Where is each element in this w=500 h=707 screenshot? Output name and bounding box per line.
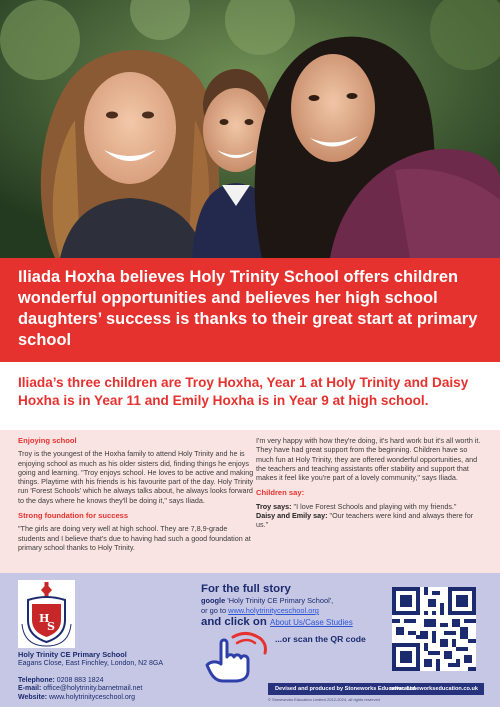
- credit-url[interactable]: www.stoneworkseducation.co.uk: [389, 686, 478, 692]
- goto-text: or go to: [201, 606, 229, 615]
- website-label: Website:: [18, 694, 48, 702]
- school-address: Eagans Close, East Finchley, London, N2 8GA: [18, 659, 164, 667]
- website-link[interactable]: www.holytrinityceschool.org: [47, 694, 135, 702]
- quote-girls-text: "Our teachers were kind and always there for us.": [256, 511, 474, 530]
- telephone-value: 0208 883 1824: [54, 676, 104, 684]
- school-name: Holy Trinity CE Primary School: [18, 650, 127, 659]
- email-link[interactable]: office@holytrinity.barnetmail.net: [41, 685, 143, 693]
- paragraph: I'm very happy with how they're doing, it's hard work but it's all worth it. They have had great support from the beginning. Children have so much fun at Holy Trinity, they are offered wonderful opportunities, and the teachers and teaching assistants offer stability and support that makes it feel like you're part of a lovely community," says Iliada.: [256, 436, 481, 483]
- click-on-text: and click on: [201, 616, 270, 628]
- school-logo: [18, 580, 75, 648]
- google-query: 'Holy Trinity CE Primary School',: [225, 596, 334, 605]
- subhead-text: Iliada’s three children are Troy Hoxha, Year 1 at Holy Trinity and Daisy Hoxha is in Year 11 and Emily Hoxha is in Year 9 at high school.: [18, 375, 469, 408]
- quote-troy-text: "I love Forest Schools and playing with my friends.": [291, 501, 457, 511]
- school-contact: [18, 651, 208, 703]
- telephone-line: [18, 677, 208, 686]
- scan-qr-text: ...or scan the QR code: [275, 634, 366, 644]
- paragraph: "The girls are doing very well at high school. They are 7,8,9-grade students and I believe that's due to having had such a good foundation at primary school thanks to Holy Trinity.: [18, 524, 251, 552]
- goto-line: [201, 606, 391, 616]
- article-body: [0, 430, 500, 573]
- headline-text: Iliada Hoxha believes Holy Trinity School offers children wonderful opportunities and believes her high school daughters’ success is thanks to their great start at primary school: [18, 268, 478, 349]
- quote-troy: [256, 502, 486, 511]
- quote-girls-label: Daisy and Emily say:: [256, 511, 328, 521]
- click-on-line: [201, 616, 391, 629]
- copyright-text: © Stoneworks Education Limited 2012-2024, all rights reserved: [268, 697, 380, 702]
- logo-letters-s: S: [47, 620, 55, 633]
- subhead: [0, 362, 500, 430]
- pointing-hand-icon: [203, 631, 269, 688]
- website-line: [18, 694, 208, 703]
- right-column: [256, 436, 486, 536]
- left-column: [18, 436, 256, 558]
- logo-letters-h: H: [39, 612, 50, 625]
- google-word: google: [201, 596, 226, 605]
- email-label: E-mail:: [18, 685, 42, 693]
- family-photo: [0, 0, 500, 258]
- qr-code-icon[interactable]: [392, 587, 476, 671]
- google-line: [201, 596, 391, 606]
- case-studies-link[interactable]: About Us/Case Studies: [270, 618, 353, 627]
- heading-enjoying-school: Enjoying school: [18, 436, 77, 445]
- email-line: [18, 685, 208, 694]
- photo-illustration: [0, 0, 500, 258]
- credit-bar: [268, 683, 484, 695]
- heading-children-say: Children say:: [256, 488, 305, 498]
- site-link[interactable]: www.holytrinityceschool.org: [228, 606, 319, 615]
- headline-band: [0, 258, 500, 362]
- quote-girls: [256, 511, 486, 530]
- full-story: [201, 582, 391, 629]
- footer: [0, 573, 500, 707]
- quote-troy-label: Troy says:: [256, 501, 292, 511]
- full-story-title: For the full story: [201, 583, 291, 595]
- school-crest-icon: [18, 580, 75, 648]
- credit-text: Devised and produced by Stoneworks Education Ltd: [275, 686, 416, 692]
- heading-strong-foundation: Strong foundation for success: [18, 511, 129, 521]
- telephone-label: Telephone:: [18, 676, 55, 684]
- paragraph: Troy is the youngest of the Hoxha family to attend Holy Trinity and he is enjoying school as much as his older sisters did, finding things he enjoys going and learning. "Troy enjoys school. He loves to be active and making things. Playtime with his friends is his favourite part of the day. Holy Trinity run 'Forest Schools' which he always talks about, he always looks forward to the days where he knows they'll be doing it," says Iliada.: [18, 449, 254, 505]
